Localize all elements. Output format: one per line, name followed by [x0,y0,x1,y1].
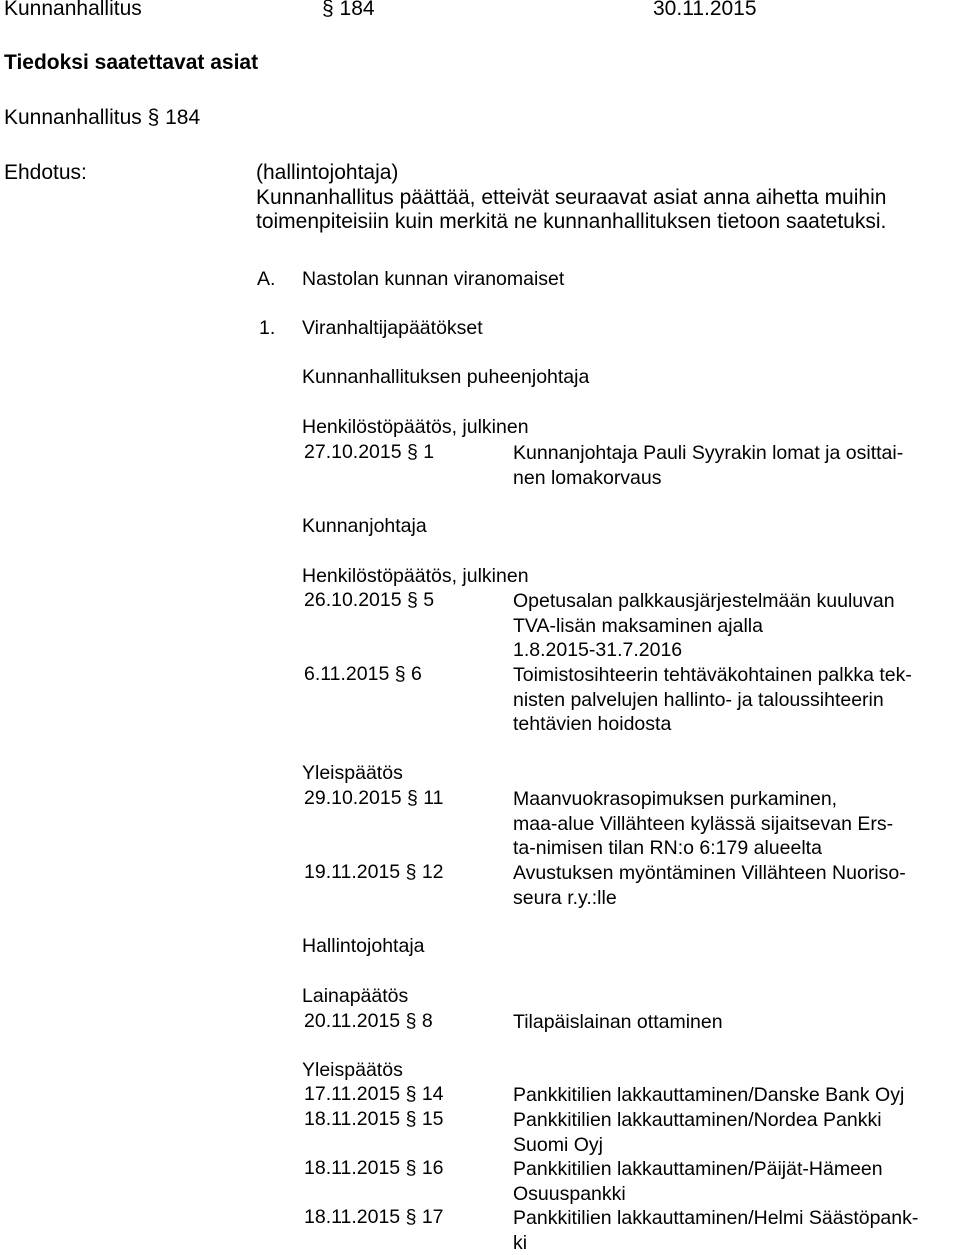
decision-ref: 29.10.2015 § 11 [304,787,444,809]
category-heading: Yleispäätös [302,762,403,784]
decision-ref: 17.11.2015 § 14 [304,1083,444,1105]
decision-ref: 20.11.2015 § 8 [304,1010,433,1032]
section-a-marker: A. [257,268,276,290]
section-1-title: Viranhaltijapäätökset [302,317,483,339]
decision-ref: 27.10.2015 § 1 [304,441,435,463]
decision-ref: 18.11.2015 § 16 [304,1157,444,1179]
official-heading: Kunnanjohtaja [302,515,427,537]
decision-ref: 26.10.2015 § 5 [304,589,435,611]
decision-text: Tilapäislainan ottaminen [513,1011,723,1033]
decision-ref: 19.11.2015 § 12 [304,861,444,883]
decision-text: Maanvuokrasopimuksen purkaminen, maa-alue Villähteen kylässä sijaitsevan Ers- ta-nimisen tilan RN:o 6:179 alueelta [513,788,894,859]
decision-ref: 18.11.2015 § 15 [304,1108,444,1130]
section-reference: Kunnanhallitus § 184 [4,106,201,129]
proposal-line: toimenpiteisiin kuin merkitä ne kunnanhallituksen tietoon saatetuksi. [256,210,887,233]
decision-text: Kunnanjohtaja Pauli Syyrakin lomat ja osittai- nen lomakorvaus [513,442,904,489]
page-title: Tiedoksi saatettavat asiat [4,51,259,74]
decision-text: Pankkitilien lakkauttaminen/Danske Bank Oyj [513,1084,905,1106]
category-heading: Lainapäätös [302,985,409,1007]
proposal-author: (hallintojohtaja) [256,161,399,184]
header-date: 30.11.2015 [653,0,757,20]
decision-text: Pankkitilien lakkauttaminen/Helmi Säästöpank- ki [513,1207,919,1254]
decision-ref: 18.11.2015 § 17 [304,1206,444,1228]
category-heading: Yleispäätös [302,1059,403,1081]
header-title: Kunnanhallitus [4,0,142,20]
proposal-label: Ehdotus: [4,161,87,184]
decision-text: Pankkitilien lakkauttaminen/Nordea Pankki Suomi Oyj [513,1109,882,1156]
section-a-title: Nastolan kunnan viranomaiset [302,268,565,290]
section-1-marker: 1. [259,317,276,339]
header-section: § 184 [322,0,375,20]
official-heading: Kunnanhallituksen puheenjohtaja [302,366,590,388]
category-heading: Henkilöstöpäätös, julkinen [302,565,529,587]
category-heading: Henkilöstöpäätös, julkinen [302,416,529,438]
decision-text: Avustuksen myöntäminen Villähteen Nuoriso- seura r.y.:lle [513,862,906,909]
proposal-body [256,161,886,235]
proposal-line: Kunnanhallitus päättää, etteivät seuraavat asiat anna aihetta muihin [256,185,887,209]
decision-text: Toimistosihteerin tehtäväkohtainen palkka tek- nisten palvelujen hallinto- ja taloussihteerin tehtävien hoidosta [513,664,912,735]
decision-ref: 6.11.2015 § 6 [304,663,422,685]
decision-text: Pankkitilien lakkauttaminen/Päijät-Hämeen Osuuspankki [513,1158,883,1205]
decision-text: Opetusalan palkkausjärjestelmään kuuluvan TVA-lisän maksaminen ajalla 1.8.2015-31.7.2016 [513,590,895,661]
official-heading: Hallintojohtaja [302,935,425,957]
